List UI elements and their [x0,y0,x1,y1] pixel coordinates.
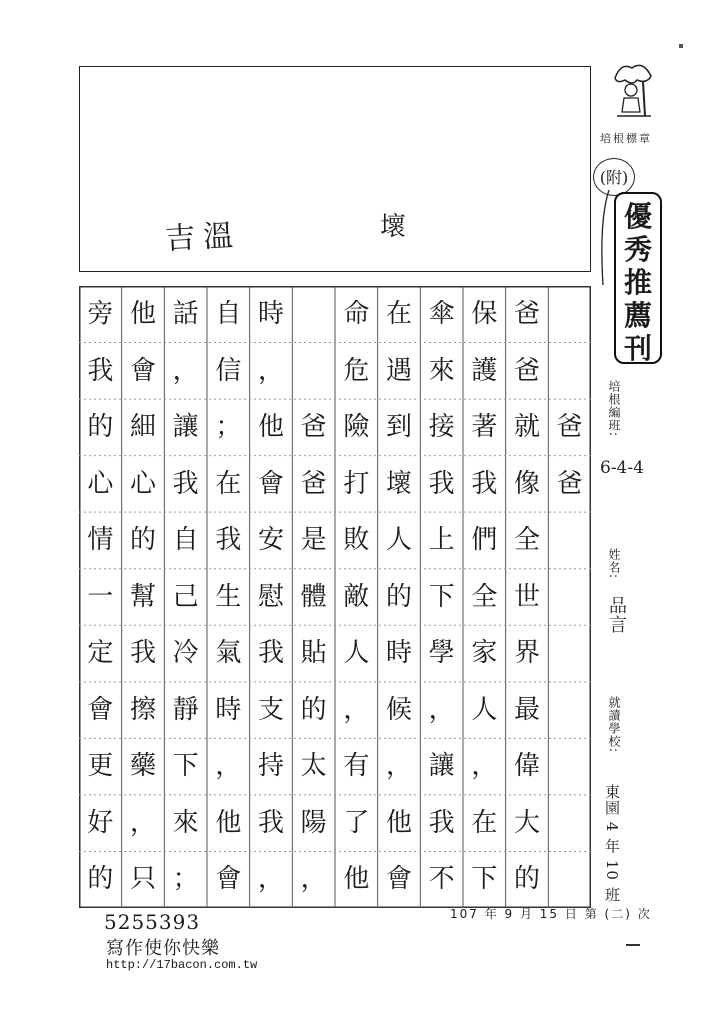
recommend-char: 秀 [623,233,652,266]
bracket-line-icon [597,190,611,285]
bacon-tree-logo-icon [607,60,657,122]
essay-char: 自 [215,299,242,329]
essay-char: 情 [87,525,114,556]
essay-char: 我 [428,807,455,838]
corner-mark [679,44,683,48]
essay-char: 保 [471,299,498,329]
essay-char: 我 [172,468,199,499]
class-value: 6-4-4 [600,458,644,478]
essay-char: 們 [471,525,498,556]
essay-char: 我 [87,355,114,386]
essay-char: 敵 [343,581,370,612]
essay-char: 時 [385,638,412,669]
essay-char: 我 [215,525,242,556]
essay-char: 是 [300,525,327,556]
essay-char: 心 [87,468,114,499]
essay-char: 時 [215,694,242,725]
essay-char: 生 [215,581,242,612]
essay-char: 一 [87,581,114,612]
essay-char: 爸 [556,468,583,499]
essay-char: 支 [257,694,284,725]
essay-char: 我 [257,638,284,669]
essay-char: 好 [87,807,114,838]
essay-id: 5255393 [104,910,201,934]
essay-char: 候 [385,694,412,725]
essay-char: 護 [471,355,498,386]
school-label: 就讀學校: [607,696,621,754]
teacher-comment-text: 吉溫 [164,218,243,257]
essay-char: 的 [300,694,327,725]
teacher-comment-box [79,66,591,272]
essay-char: 讓 [172,412,199,443]
essay-char: 爸 [513,299,540,329]
essay-char: 命 [343,299,370,329]
essay-char: ， [129,807,156,838]
essay-char: 壞 [385,468,412,499]
essay-char: 旁 [87,299,114,329]
essay-char: 體 [300,581,327,612]
essay-char: 己 [172,581,199,612]
essay-char: ， [172,355,199,386]
recommend-char: 推 [623,266,652,299]
essay-char: ； [172,864,199,895]
essay-char: 的 [129,525,156,556]
essay-char: 的 [87,864,114,895]
essay-char: 遇 [385,355,412,386]
school-value: 東園 4 年 10 班 [603,784,621,903]
essay-char: 心 [129,468,156,499]
essay-char: 爸 [300,468,327,499]
name-label: 姓名: [607,548,621,580]
essay-char: 會 [129,355,156,386]
recommend-char: 刊 [623,332,652,365]
essay-char [292,286,335,343]
essay-char: 他 [343,864,370,895]
essay-char: 我 [257,807,284,838]
essay-char: 來 [172,807,199,838]
essay-char: 下 [471,864,498,895]
essay-char: 全 [471,581,498,612]
essay-char: ， [300,864,327,895]
essay-char: 最 [513,694,540,725]
essay-char: 著 [471,412,498,443]
essay-char: 在 [215,468,242,499]
website-url: http://17bacon.com.tw [106,958,258,972]
essay-char: 會 [215,864,242,895]
essay-char: 學 [428,638,455,669]
essay-char: 到 [385,412,412,443]
essay-char: 敗 [343,525,370,556]
slogan: 寫作使你快樂 [106,938,220,959]
essay-char [292,343,335,400]
essay-char: 在 [471,807,498,838]
essay-char: 讓 [428,751,455,782]
essay-char: 大 [513,807,540,838]
essay-char: ； [215,412,242,443]
essay-char: 接 [428,412,455,443]
essay-char: 人 [471,694,498,725]
essay-char: 不 [428,864,455,895]
essay-char: ， [215,751,242,782]
essay-char: 陽 [300,807,327,838]
essay-char: 有 [343,751,370,782]
essay-char: 世 [513,581,540,612]
essay-char: 信 [215,355,242,386]
date-line: 107 年 9 月 15 日 第 (二) 次 [450,907,652,921]
class-label: 培根編班: [607,380,621,438]
essay-char: 慰 [257,581,284,612]
essay-char: 他 [215,807,242,838]
essay-char: 持 [257,751,284,782]
essay-char: ， [257,864,284,895]
essay-char: 擦 [129,694,156,725]
essay-char: 全 [513,525,540,556]
essay-char: 的 [87,412,114,443]
essay-char: ， [343,694,370,725]
essay-char: 安 [257,525,284,556]
essay-char: 時 [257,299,284,329]
essay-char: 我 [428,468,455,499]
essay-char: 話 [172,299,199,329]
essay-char: 人 [343,638,370,669]
essay-char: 上 [428,525,455,556]
attached-mark: (附) [593,158,635,196]
essay-char: 幫 [129,581,156,612]
essay-char: 來 [428,355,455,386]
essay-char: 會 [87,694,114,725]
recommend-char: 優 [623,200,652,233]
essay-char: 危 [343,355,370,386]
essay-char: 貼 [300,638,327,669]
dash-mark [626,944,640,946]
essay-char: 就 [513,412,540,443]
essay-char: ， [471,751,498,782]
recommend-char: 薦 [623,299,652,332]
essay-char: 細 [129,412,156,443]
essay-char: ， [257,355,284,386]
essay-char: 爸 [513,355,540,386]
essay-char: 更 [87,751,114,782]
teacher-comment-char: 壞 [380,212,407,242]
essay-char: 他 [385,807,412,838]
name-value: 品言 [606,596,627,634]
essay-char: 會 [385,864,412,895]
essay-char: ， [428,694,455,725]
essay-char: 爸 [556,412,583,443]
essay-char: 只 [129,864,156,895]
essay-char: 打 [343,468,370,499]
essay-char: 太 [300,751,327,782]
essay-char [548,343,591,400]
essay-char: 像 [513,468,540,499]
essay-char: 爸 [300,412,327,443]
essay-char: 定 [87,638,114,669]
essay-char: ， [385,751,412,782]
essay-char: 他 [257,412,284,443]
essay-char: 人 [385,525,412,556]
essay-char: 冷 [172,638,199,669]
essay-char: 了 [343,807,370,838]
essay-char: 我 [129,638,156,669]
essay-char: 下 [172,751,199,782]
essay-char: 偉 [513,751,540,782]
essay-char: 的 [385,581,412,612]
essay-char: 傘 [428,299,455,329]
essay-char: 的 [513,864,540,895]
recommend-stamp [614,192,662,364]
essay-char: 我 [471,468,498,499]
stamp-label: 培根標章 [600,132,652,145]
essay-char: 他 [129,299,156,329]
essay-char: 險 [343,412,370,443]
essay-char: 在 [385,299,412,329]
essay-char: 界 [513,638,540,669]
essay-char [548,286,591,343]
essay-char: 自 [172,525,199,556]
essay-char: 藥 [129,751,156,782]
essay-char: 下 [428,581,455,612]
essay-char: 會 [257,468,284,499]
essay-char: 靜 [172,694,199,725]
essay-char: 氣 [215,638,242,669]
essay-char: 家 [471,638,498,669]
